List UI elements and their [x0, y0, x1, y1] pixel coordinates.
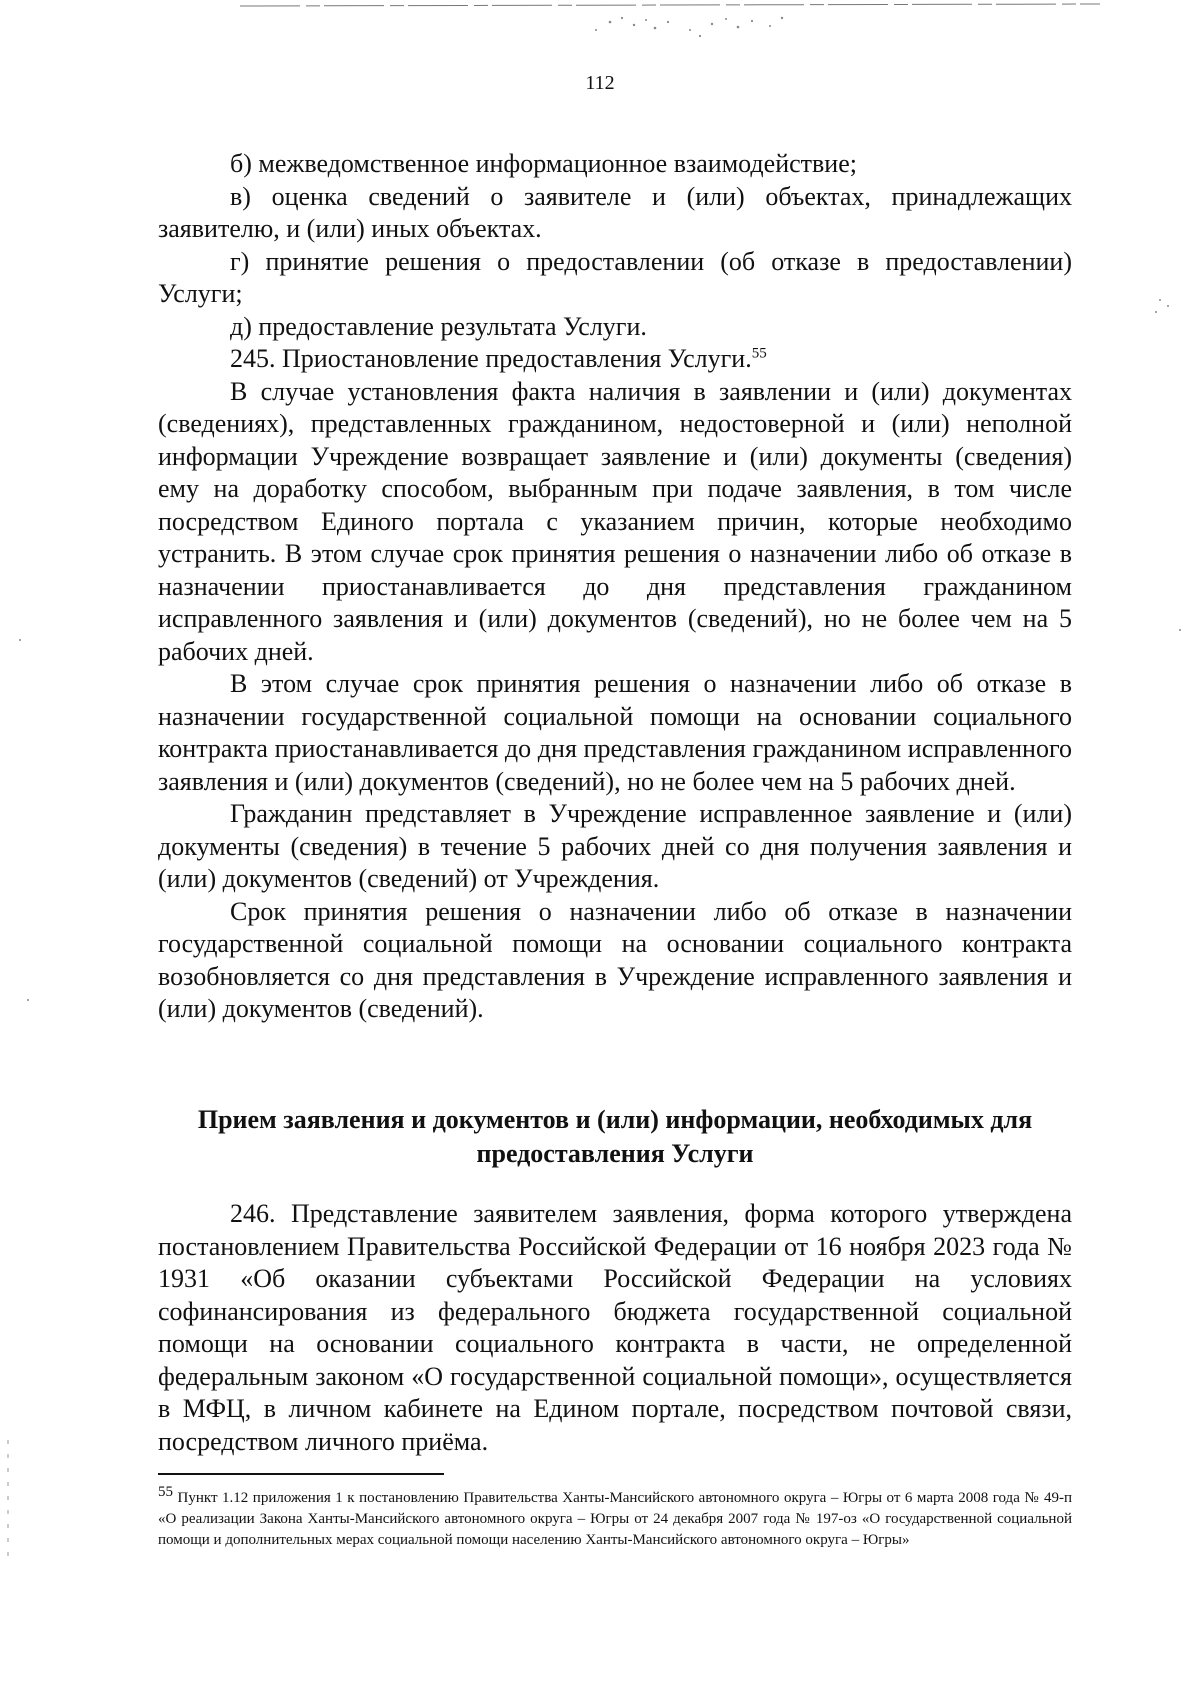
section-body: [158, 1198, 1072, 1458]
clause-245-title: [158, 343, 1072, 376]
paragraph-resubmission: Гражданин представляет в Учреждение исправленное заявление и (или) документы (сведения) в течение 5 рабочих дней со дня получения заявления и (или) документов (сведений) от Учреждения.: [158, 799, 1072, 893]
footnote-reference[interactable]: 55: [751, 345, 767, 362]
footnote-text: Пункт 1.12 приложения 1 к постановлению Правительства Ханты-Мансийского автономного округа – Югры от 6 марта 2008 года № 49-п «О реализации Закона Ханты-Мансийского автономного округа – Югры от 24 декабря 2007 года № 197-оз «О государственной социальной помощи и дополнительных мерах социальной помощи населению Ханты-Мансийского автономного округа – Югры»: [158, 1490, 1072, 1548]
clause-246: 246. Представление заявителем заявления, форма которого утверждена постановлением Правительства Российской Федерации от 16 ноября 2023 года № 1931 «Об оказании субъектами Российской Федерации на условиях софинансирования из федерального бюджета государственной социальной помощи на основании социального контракта в части, не определенной федеральным законом «О государственной социальной помощи», осуществляется в МФЦ, в личном кабинете на Едином портале, посредством почтовой связи, посредством личного приёма.: [158, 1199, 1072, 1456]
footnote-divider: [158, 1473, 444, 1475]
paragraph-contract-suspension: В этом случае срок принятия решения о назначении либо об отказе в назначении государственной социальной помощи на основании социального контракта приостанавливается до дня представления гражданином исправленного заявления и (или) документов (сведений), но не более чем на 5 рабочих дней.: [158, 669, 1072, 796]
clause-245-text: 245. Приостановление предоставления Услуги.: [230, 344, 752, 373]
list-item-v: в) оценка сведений о заявителе и (или) объектах, принадлежащих заявителю, и (или) иных объектах.: [158, 181, 1072, 243]
list-item-d: д) предоставление результата Услуги.: [230, 311, 647, 341]
list-item-g: г) принятие решения о предоставлении (об отказе в предоставлении) Услуги;: [158, 246, 1072, 308]
paragraph-suspension: В случае установления факта наличия в заявлении и (или) документах (сведениях), представленных гражданином, недостоверной и (или) неполной информации Учреждение возвращает заявление и (или) документы (сведения) ему на доработку способом, выбранным при подаче заявления, в том числе посредством Единого портала с указанием причин, которые необходимо устранить. В этом случае срок принятия решения о назначении либо об отказе в назначении приостанавливается до дня представления гражданином исправленного заявления и (или) документов (сведений), но не более чем на 5 рабочих дней.: [158, 376, 1072, 666]
page-number: 112: [585, 72, 615, 94]
section-heading: Прием заявления и документов и (или) информации, необходимых для предоставления Услуги: [197, 1105, 1033, 1168]
footnote: [158, 1484, 1072, 1551]
list-item-b: б) межведомственное информационное взаимодействие;: [230, 149, 857, 178]
paragraph-renewal: Срок принятия решения о назначении либо об отказе в назначении государственной социальной помощи на основании социального контракта возобновляется со дня представления в Учреждение исправленного заявления и (или) документов (сведений).: [158, 896, 1072, 1023]
body-text: [158, 148, 1072, 1026]
footnote-marker: 55: [158, 1484, 173, 1500]
